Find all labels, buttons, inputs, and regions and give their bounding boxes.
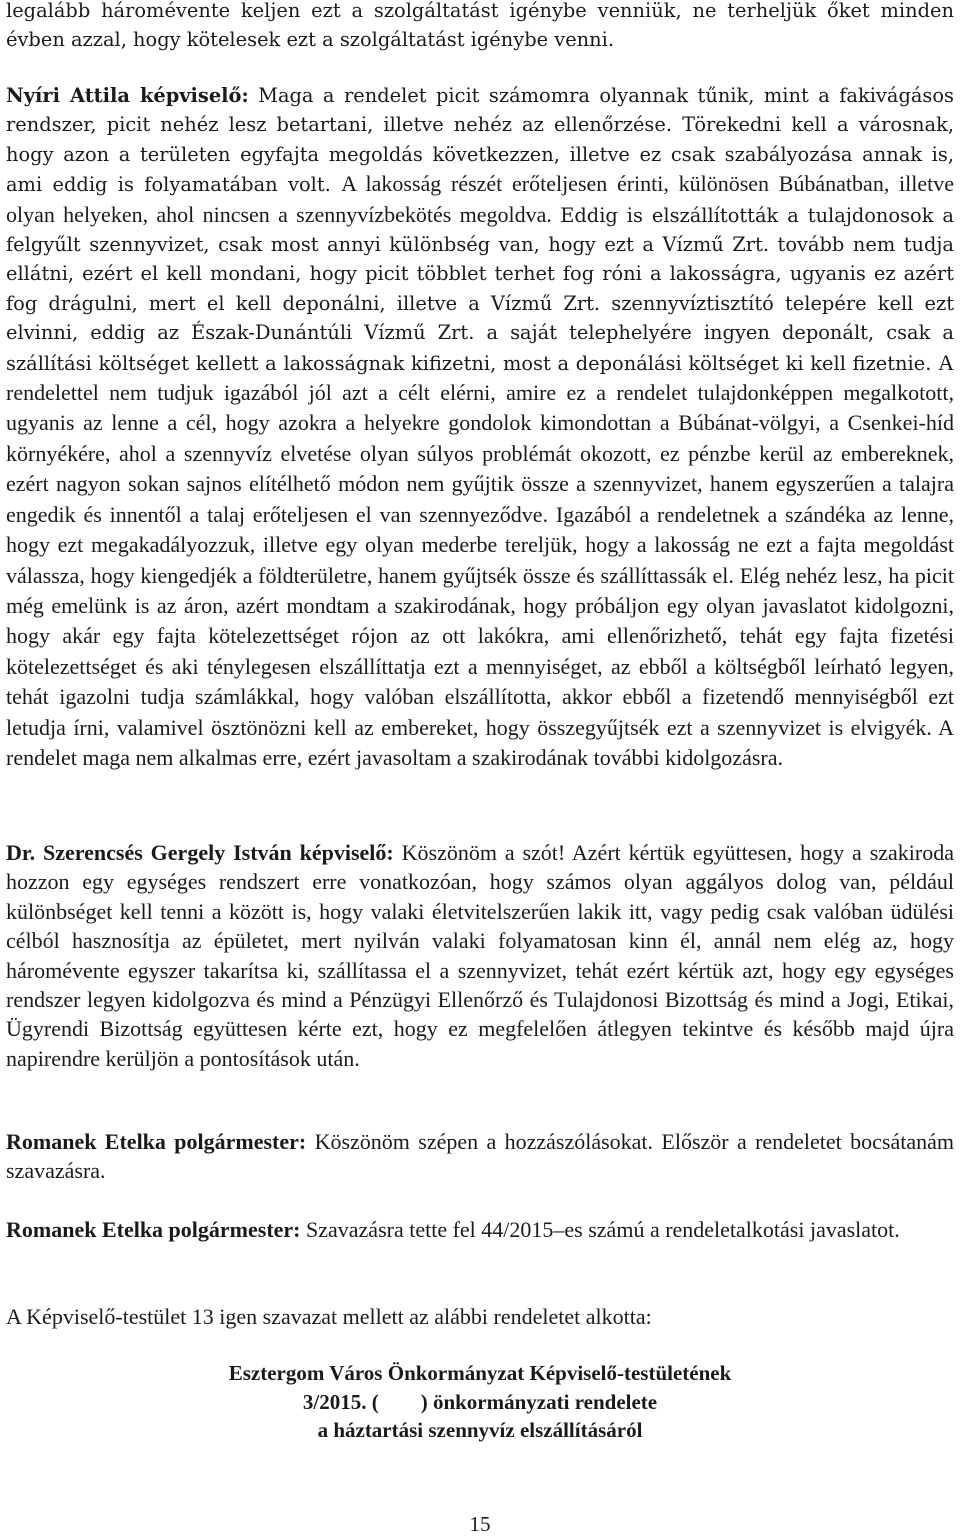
paragraph-vote-result: A Képviselő-testület 13 igen szavazat mellett az alábbi rendeletet alkotta: bbox=[6, 1304, 652, 1329]
ordinance-title-line: Esztergom Város Önkormányzat Képviselő-testületének bbox=[228, 1361, 732, 1385]
ordinance-title-line: 3/2015. ( ) önkormányzati rendelete bbox=[302, 1389, 658, 1414]
speech-text: Köszönöm a szót! bbox=[393, 840, 572, 865]
speech-text: Igazából a rendeletnek a szándéka az lenne, hogy ezt megakadályozzuk, illetve egy olyan mederbe tereljük, hogy a lakosság ne ezt a fajta megoldást válassza, hogy kiengedjék a földterületre, hanem gyűjtsék össze és szállíttassák el. Elég nehéz lesz, ha picit még emelünk is az áron, azért mondtam a szakirodának, hogy próbáljon egy olyan javaslatot kidolgozni, hogy akár egy fajta kötelezettséget rójon az ott lakókra, ami ellenőrizhető, tehát egy fajta fizetési kötelezettséget és aki ténylegesen elszállíttatja ezt a mennyiséget, az ebből a költségből leírható legyen, tehát igazolni tudja számlákkal, hogy valóban elszállította, akkor ebből a fizetendő mennyiségből ezt letudja írni, valamivel ösztönözni kell az embereket, hogy összegyűjtsék ezt a szennyvizet is elvigyék. A rendelet maga nem alkalmas erre, ezért javasoltam a szakirodának további kidolgozásra. bbox=[6, 501, 954, 770]
speaker-name: Dr. Szerencsés Gergely István képviselő: bbox=[6, 840, 394, 865]
ordinance-title bbox=[0, 1359, 960, 1445]
speaker-name: Romanek Etelka polgármester: bbox=[6, 1217, 301, 1242]
speech-text: Maga a rendelet picit számomra olyannak tűnik, mint a fakivágásos rendszer, picit nehéz lesz betartani, illetve nehéz az ellenőrzése. bbox=[6, 84, 954, 137]
page-number: 15 bbox=[469, 1512, 491, 1536]
speech-text: Szavazásra tette fel 44/2015–es számú a rendeletalkotási javaslatot. bbox=[300, 1217, 900, 1242]
paragraph-continuation: legalább háromévente keljen ezt a szolgáltatást igénybe venniük, ne terheljük őket minden évben azzal, hogy kötelesek ezt a szolgáltatást igénybe venni. bbox=[6, 0, 954, 52]
speech-text: Azért kértük együttesen, hogy a szakiroda hozzon egy egységes rendszert erre vonatkozóan, hogy számos olyan aggályos dolog van, például különbséget kell tenni a között is, hogy valaki életvitelszerűen lakik itt, vagy pedig csak valóban üdülési célból hasznosítja az épületet, mert nyilván valaki folyamatosan kinn él, annál nem elég az, hogy háromévente egyszer takarítsa ki, szállítassa el a szennyvizet, tehát ezért kértük azt, hogy egy egységes rendszer legyen kidolgozva és mind a Pénzügyi Ellenőrző és Tulajdonosi Bizottság és mind a Jogi, Etikai, Ügyrendi Bizottság együttesen kérte ezt, hogy ez megfelelően átlegyen tekintve és később majd újra napirendre kerüljön a pontosítások után. bbox=[6, 840, 954, 1071]
speech-text: A rendelettel nem tudjuk igazából jól azt a célt elérni, amire ez a rendelet tulajdonképpen megalkotott, ugyanis az lenne a cél, hogy azokra a helyekre gondolok kimondottan a Búbánat-völgyi, a Csenkei-híd környékére, ahol a szennyvíz elvetése olyan súlyos problémát okozott, ez pénzbe kerül az embereknek, ezért nagyon sokan sajnos elítélhető módon nem gyűjtik össze a szennyvizet, hanem egyszerűen a talajra engedik és innentől a talaj erőteljesen el van szennyeződve. bbox=[6, 349, 954, 527]
paragraph-szerencses bbox=[6, 838, 954, 1073]
speech-text: A lakosság részét erőteljesen érinti, különösen Búbánatban, illetve olyan helyeken, ahol nincsen a szennyvízbekötés megoldva. bbox=[6, 171, 954, 227]
paragraph-romanek-1 bbox=[6, 1127, 954, 1186]
ordinance-title-line: a háztartási szennyvíz elszállításáról bbox=[317, 1418, 643, 1442]
speaker-name: Romanek Etelka polgármester: bbox=[6, 1129, 307, 1154]
speech-text: Törekedni kell a városnak, hogy azon a területen egyfajta megoldás következzen, illetve ez csak szabályozása annak is, ami eddig is folyamatában volt. bbox=[6, 113, 954, 197]
speech-text: Eddig is elszállították a tulajdonosok a felgyűlt szennyvizet, csak most annyi különbség van, hogy ezt a Vízmű Zrt. tovább nem tudja ellátni, ezért el kell mondani, hogy picit többlet terhet fog róni a lakosságra, ugyanis ez azért fog drágulni, mert el kell deponálni, illetve a Vízmű Zrt. szennyvíztisztító telepére kell ezt elvinni, eddig az Észak-Dunántúli Vízmű Zrt. a saját telephelyére ingyen deponált, csak a szállítási költséget kellett a lakosságnak kifizetni, most a deponálási költséget ki kell fizetnie. bbox=[6, 203, 954, 375]
speech-text: Köszönöm szépen a hozzászólásokat. Először a rendeletet bocsátanám szavazásra. bbox=[6, 1129, 955, 1184]
speaker-name: Nyíri Attila képviselő: bbox=[6, 84, 249, 107]
paragraph-nyiri-attila bbox=[6, 81, 954, 773]
paragraph-romanek-2 bbox=[6, 1215, 954, 1244]
